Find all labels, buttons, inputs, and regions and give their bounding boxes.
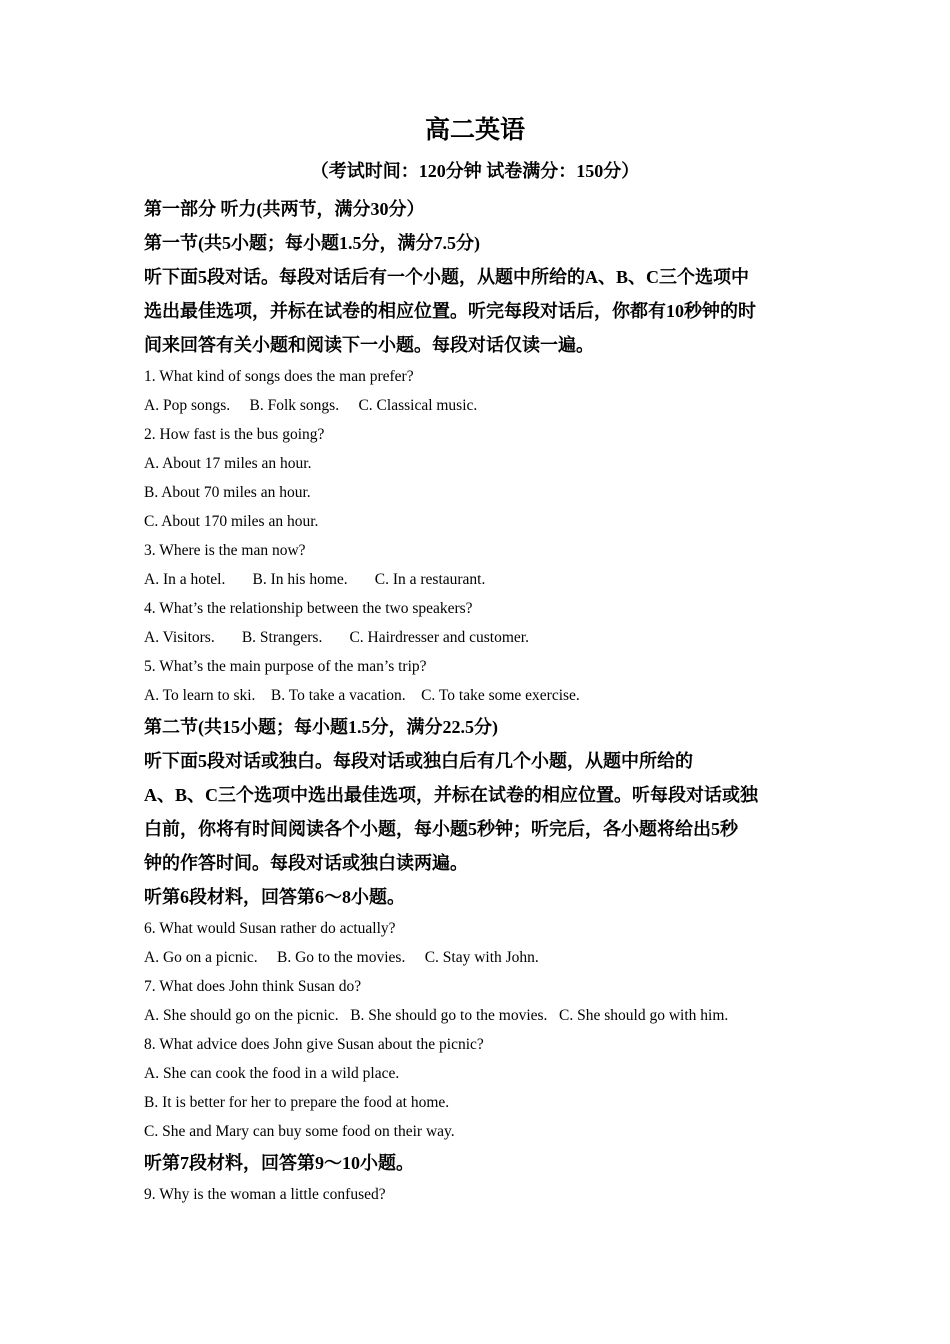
question-6-options: A. Go on a picnic. B. Go to the movies. C. Stay with John. <box>144 949 539 966</box>
section2-heading: 第二节(共15小题；每小题1.5分，满分22.5分) <box>144 717 498 737</box>
question-2: 2. How fast is the bus going? <box>144 426 325 443</box>
instruction-line: 间来回答有关小题和阅读下一小题。每段对话仅读一遍。 <box>144 335 594 355</box>
exam-content <box>144 192 808 1209</box>
section1-heading: 第一节(共5小题；每小题1.5分，满分7.5分) <box>144 233 480 253</box>
instruction-line: 选出最佳选项，并标在试卷的相应位置。听完每段对话后，你都有10秒钟的时 <box>144 301 756 321</box>
question-5-options: A. To learn to ski. B. To take a vacation. C. To take some exercise. <box>144 687 580 704</box>
question-4: 4. What’s the relationship between the two speakers? <box>144 600 473 617</box>
question-1-options: A. Pop songs. B. Folk songs. C. Classical music. <box>144 397 478 414</box>
question-3: 3. Where is the man now? <box>144 542 306 559</box>
instruction-line: 听下面5段对话或独白。每段对话或独白后有几个小题，从题中所给的 <box>144 751 693 771</box>
question-8-option-b: B. It is better for her to prepare the food at home. <box>144 1094 450 1111</box>
instruction-line: 听下面5段对话。每段对话后有一个小题，从题中所给的A、B、C三个选项中 <box>144 267 750 287</box>
instruction-line: 钟的作答时间。每段对话或独白读两遍。 <box>144 853 468 873</box>
page-title: 高二英语 <box>424 117 525 144</box>
section2-instructions <box>144 744 808 880</box>
instruction-line: A、B、C三个选项中选出最佳选项，并标在试卷的相应位置。听每段对话或独 <box>144 785 759 805</box>
exam-info: （考试时间：120分钟 试卷满分：150分） <box>310 161 640 181</box>
question-9: 9. Why is the woman a little confused? <box>144 1186 386 1203</box>
material-7-heading: 听第7段材料，回答第9～10小题。 <box>144 1153 414 1173</box>
question-8-option-c: C. She and Mary can buy some food on their way. <box>144 1123 455 1140</box>
question-2-option-c: C. About 170 miles an hour. <box>144 513 319 530</box>
question-2-option-a: A. About 17 miles an hour. <box>144 455 312 472</box>
instruction-line: 白前，你将有时间阅读各个小题，每小题5秒钟；听完后，各小题将给出5秒 <box>144 819 738 839</box>
question-4-options: A. Visitors. B. Strangers. C. Hairdresser and customer. <box>144 629 529 646</box>
section1-instructions <box>144 260 808 362</box>
question-7-options: A. She should go on the picnic. B. She should go to the movies. C. She should go with him. <box>144 1007 729 1024</box>
question-1: 1. What kind of songs does the man prefer? <box>144 368 414 385</box>
question-8-option-a: A. She can cook the food in a wild place. <box>144 1065 400 1082</box>
question-6: 6. What would Susan rather do actually? <box>144 920 396 937</box>
question-7: 7. What does John think Susan do? <box>144 978 362 995</box>
question-2-option-b: B. About 70 miles an hour. <box>144 484 311 501</box>
question-5: 5. What’s the main purpose of the man’s trip? <box>144 658 427 675</box>
question-8: 8. What advice does John give Susan about the picnic? <box>144 1036 484 1053</box>
question-3-options: A. In a hotel. B. In his home. C. In a restaurant. <box>144 571 486 588</box>
material-6-heading: 听第6段材料，回答第6～8小题。 <box>144 887 405 907</box>
part1-heading: 第一部分 听力(共两节，满分30分） <box>144 199 425 219</box>
